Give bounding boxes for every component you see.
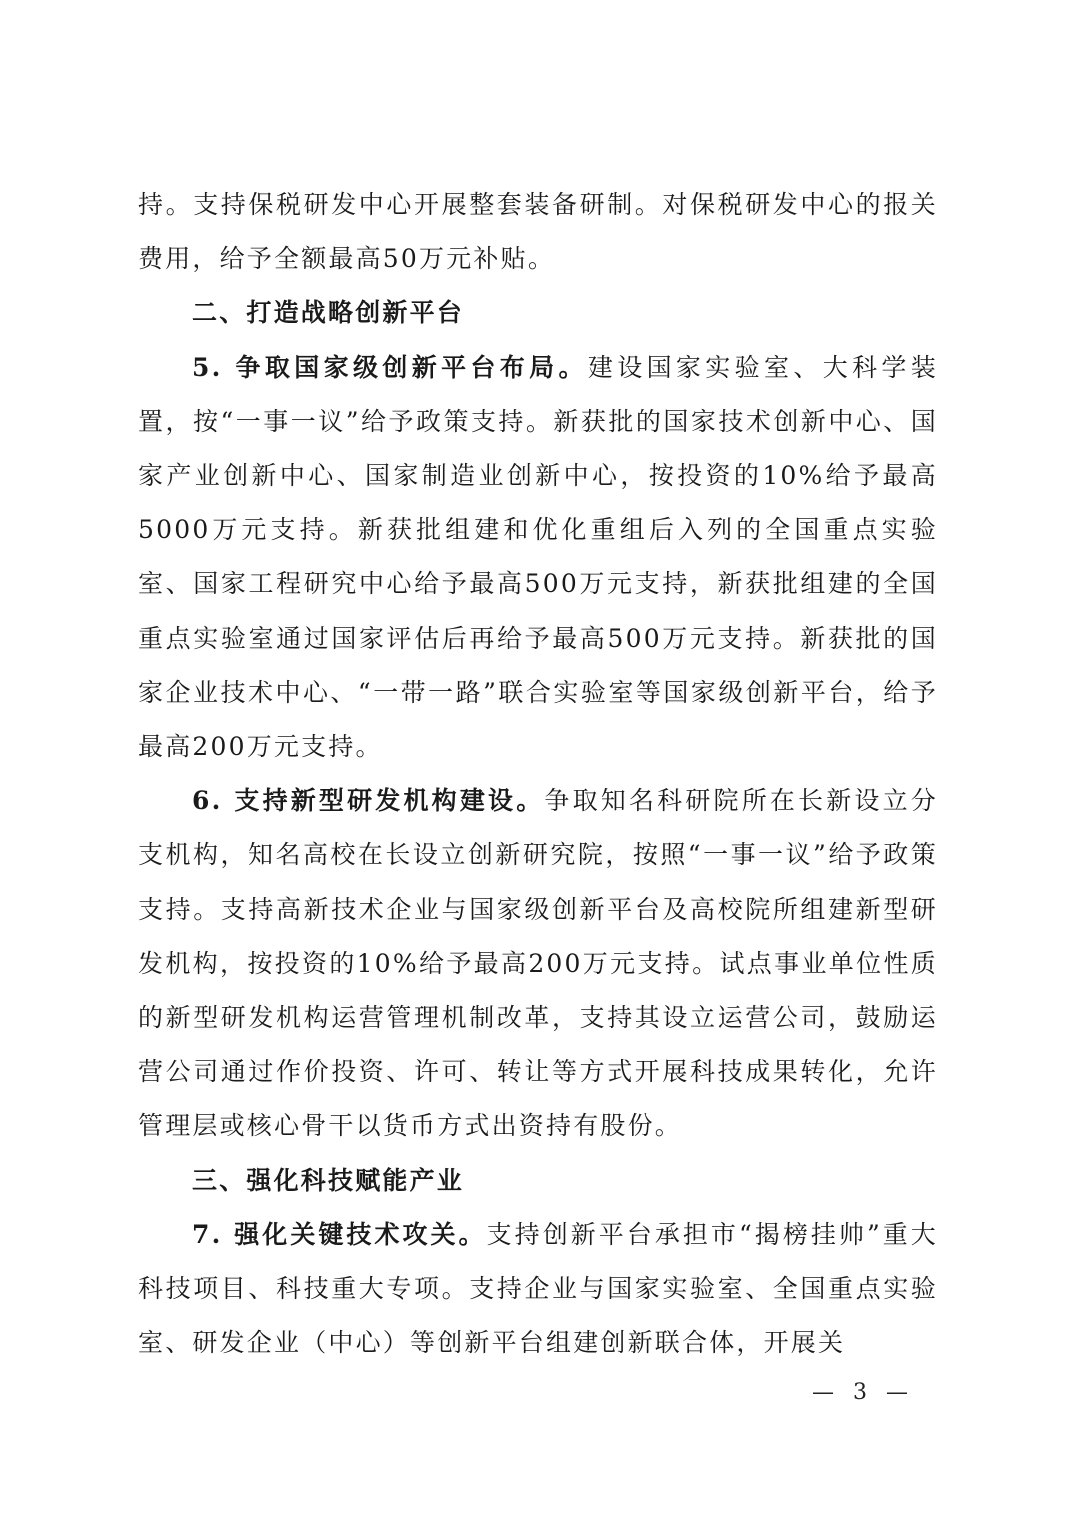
paragraph-5 bbox=[138, 341, 938, 775]
paragraph-7-body: 支持创新平台承担市“揭榜挂帅”重大科技项目、科技重大专项。支持企业与国家实验室、全国重点实验室、研发企业（中心）等创新平台组建创新联合体，开展关 bbox=[138, 1219, 939, 1358]
paragraph-continuation: 持。支持保税研发中心开展整套装备研制。对保税研发中心的报关费用，给予全额最高50万元补贴。 bbox=[138, 190, 938, 274]
section-heading-3: 三、强化科技赋能产业 bbox=[192, 1165, 465, 1195]
paragraph-7-lead: 7. 强化关键技术攻关。 bbox=[192, 1219, 487, 1249]
paragraph-6 bbox=[138, 774, 938, 1153]
paragraph-6-lead: 6. 支持新型研发机构建设。 bbox=[192, 786, 545, 816]
paragraph-5-body: 建设国家实验室、大科学装置，按“一事一议”给予政策支持。新获批的国家技术创新中心、国家产业创新中心、国家制造业创新中心，按投资的10%给予最高5000万元支持。新获批组建和优化重组后入列的全国重点实验室、国家工程研究中心给予最高500万元支持，新获批组建的全国重点实验室通过国家评估后再给予最高500万元支持。新获批的国家企业技术中心、“一带一路”联合实验室等国家级创新平台，给予最高200万元支持。 bbox=[138, 352, 938, 762]
page-number: — 3 — bbox=[812, 1380, 914, 1405]
paragraph-5-lead: 5. 争取国家级创新平台布局。 bbox=[192, 352, 588, 382]
body-text bbox=[138, 178, 938, 1370]
paragraph-7 bbox=[138, 1208, 938, 1371]
section-heading-2: 二、打造战略创新平台 bbox=[192, 298, 465, 328]
paragraph-6-body: 争取知名科研院所在长新设立分支机构，知名高校在长设立创新研究院，按照“一事一议”给予政策支持。支持高新技术企业与国家级创新平台及高校院所组建新型研发机构，按投资的10%给予最高200万元支持。试点事业单位性质的新型研发机构运营管理机制改革，支持其设立运营公司，鼓励运营公司通过作价投资、许可、转让等方式开展科技成果转化，允许管理层或核心骨干以货币方式出资持有股份。 bbox=[138, 786, 938, 1141]
